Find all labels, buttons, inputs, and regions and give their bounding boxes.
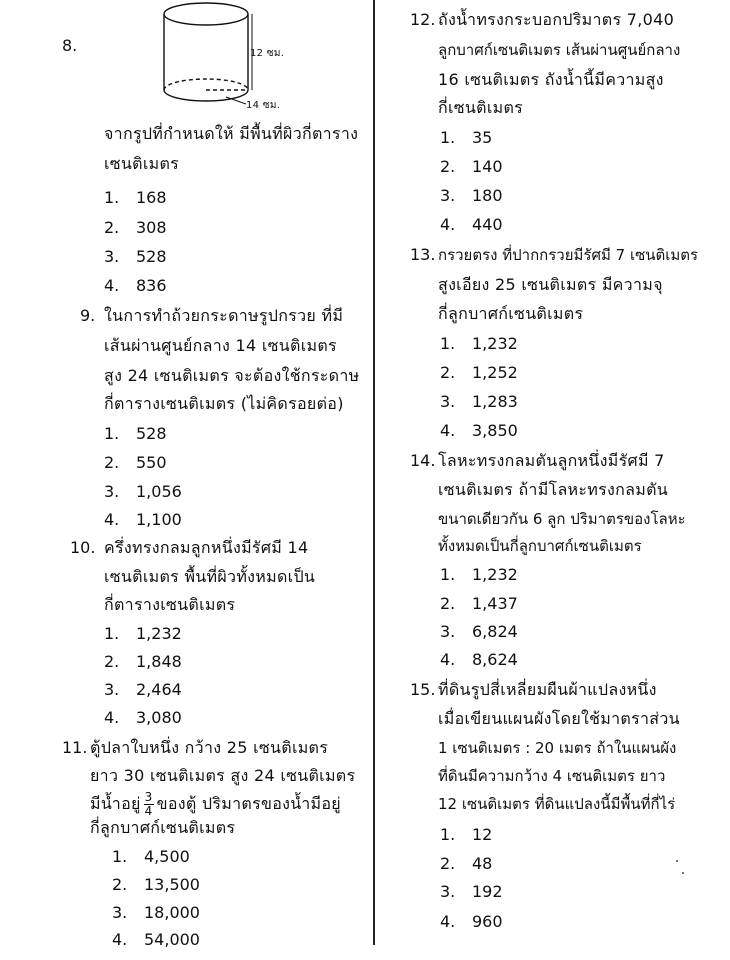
option-number: 2.	[440, 594, 456, 613]
question-text: ครึ่งทรงกลมลูกหนึ่งมีรัศมี 14	[104, 538, 309, 557]
question-text: 1 เซนติเมตร : 20 เมตร ถ้าในแผนผัง	[438, 739, 677, 757]
option-number: 3.	[112, 903, 128, 922]
option-number: 2.	[440, 363, 456, 382]
option-1	[440, 825, 492, 845]
question-text-with-fraction	[90, 790, 341, 818]
option-value: 3,850	[472, 421, 518, 440]
option-number: 1.	[440, 825, 456, 844]
question-text: กี่ลูกบาศก์เซนติเมตร	[438, 304, 584, 323]
question-number: 12.	[410, 10, 436, 29]
question-text: ที่ดินมีความกว้าง 4 เซนติเมตร ยาว	[438, 767, 666, 785]
option-number: 2.	[104, 218, 120, 237]
option-value: 960	[472, 912, 503, 931]
option-2	[440, 157, 503, 177]
option-number: 2.	[440, 157, 456, 176]
question-number: 11.	[62, 738, 88, 757]
option-2	[440, 854, 492, 874]
option-number: 4.	[440, 650, 456, 669]
question-text: ในการทำถ้วยกระดาษรูปกรวย ที่มี	[104, 306, 344, 325]
fraction-numerator: 3	[144, 790, 153, 804]
option-value: 54,000	[144, 930, 200, 949]
text-before-fraction: มีน้ำอยู่	[90, 794, 141, 813]
question-text: กรวยตรง ที่ปากกรวยมีรัศมี 7 เซนติเมตร	[438, 246, 699, 264]
option-number: 3.	[104, 680, 120, 699]
question-text: สูงเอียง 25 เซนติเมตร มีความจุ	[438, 275, 663, 294]
option-number: 2.	[104, 652, 120, 671]
option-4	[440, 650, 518, 670]
question-text: กี่ตารางเซนติเมตร	[104, 595, 236, 614]
cylinder-body	[164, 3, 252, 104]
fraction-three-quarters	[144, 791, 154, 818]
option-3	[440, 622, 518, 642]
option-value: 13,500	[144, 875, 200, 894]
option-value: 3,080	[136, 708, 182, 727]
option-number: 2.	[112, 875, 128, 894]
option-3	[104, 247, 167, 267]
option-number: 4.	[440, 421, 456, 440]
question-number: 9.	[80, 306, 96, 325]
question-text: กี่ตารางเซนติเมตร (ไม่คิดรอยต่อ)	[104, 394, 344, 413]
option-1	[440, 128, 492, 148]
option-value: 35	[472, 128, 493, 147]
option-value: 168	[136, 188, 167, 207]
option-2	[104, 652, 182, 672]
option-number: 4.	[440, 215, 456, 234]
question-text: จากรูปที่กำหนดให้ มีพื้นที่ผิวกี่ตาราง	[104, 124, 359, 143]
option-number: 1.	[440, 128, 456, 147]
option-number: 2.	[104, 453, 120, 472]
option-1	[104, 188, 167, 208]
option-number: 1.	[112, 847, 128, 866]
question-text: โลหะทรงกลมตันลูกหนึ่งมีรัศมี 7	[438, 451, 665, 470]
question-text: เซนติเมตร	[104, 154, 180, 173]
question-text: สูง 24 เซนติเมตร จะต้องใช้กระดาษ	[104, 366, 360, 385]
question-text: กี่ลูกบาศก์เซนติเมตร	[90, 818, 236, 837]
option-number: 3.	[440, 622, 456, 641]
option-number: 4.	[104, 708, 120, 727]
question-text: เส้นผ่านศูนย์กลาง 14 เซนติเมตร	[104, 336, 337, 355]
option-value: 1,056	[136, 482, 182, 501]
option-4	[440, 912, 503, 932]
option-3	[104, 680, 182, 700]
option-value: 1,283	[472, 392, 518, 411]
question-text: เซนติเมตร พื้นที่ผิวทั้งหมดเป็น	[104, 567, 316, 586]
option-value: 550	[136, 453, 167, 472]
option-2	[112, 875, 200, 895]
option-value: 836	[136, 276, 167, 295]
option-1	[104, 624, 182, 644]
option-value: 528	[136, 424, 167, 443]
option-value: 440	[472, 215, 503, 234]
option-number: 4.	[112, 930, 128, 949]
question-text: ขนาดเดียวกัน 6 ลูก ปริมาตรของโลหะ	[438, 510, 686, 528]
option-3	[112, 903, 200, 923]
option-value: 12	[472, 825, 493, 844]
option-2	[104, 453, 167, 473]
option-4	[112, 930, 200, 950]
question-number: 15.	[410, 680, 436, 699]
option-value: 1,252	[472, 363, 518, 382]
option-value: 308	[136, 218, 167, 237]
fraction-denominator: 4	[144, 804, 153, 818]
option-number: 3.	[440, 882, 456, 901]
scan-speck	[682, 872, 684, 874]
option-2	[440, 363, 518, 383]
option-number: 3.	[440, 392, 456, 411]
option-value: 1,848	[136, 652, 182, 671]
option-value: 528	[136, 247, 167, 266]
question-text: ลูกบาศก์เซนติเมตร เส้นผ่านศูนย์กลาง	[438, 41, 681, 59]
option-value: 4,500	[144, 847, 190, 866]
option-number: 4.	[104, 510, 120, 529]
option-3	[440, 392, 518, 412]
height-label: 12 ซม.	[250, 48, 285, 59]
question-number: 14.	[410, 451, 436, 470]
option-number: 2.	[440, 854, 456, 873]
scan-speck	[676, 860, 678, 862]
question-text: ทั้งหมดเป็นกี่ลูกบาศก์เซนติเมตร	[438, 537, 642, 555]
question-text: ยาว 30 เซนติเมตร สูง 24 เซนติเมตร	[90, 766, 356, 785]
option-value: 2,464	[136, 680, 182, 699]
option-number: 1.	[104, 624, 120, 643]
option-value: 48	[472, 854, 493, 873]
option-1	[440, 565, 518, 585]
option-number: 1.	[104, 188, 120, 207]
option-2	[104, 218, 167, 238]
question-text: เมื่อเขียนแผนผังโดยใช้มาตราส่วน	[438, 709, 680, 728]
question-number: 13.	[410, 245, 436, 264]
option-3	[440, 186, 503, 206]
option-number: 1.	[440, 565, 456, 584]
option-value: 1,232	[472, 334, 518, 353]
base-label: 14 ซม.	[246, 100, 281, 111]
option-1	[440, 334, 518, 354]
question-number: 8.	[62, 36, 78, 55]
option-number: 3.	[440, 186, 456, 205]
text-after-fraction: ของตู้ ปริมาตรของน้ำมีอยู่	[156, 794, 341, 813]
question-text: 12 เซนติเมตร ที่ดินแปลงนี้มีพื้นที่กี่ไร่	[438, 795, 676, 813]
option-1	[104, 424, 167, 444]
option-value: 192	[472, 882, 503, 901]
option-4	[104, 276, 167, 296]
question-text: ตู้ปลาใบหนึ่ง กว้าง 25 เซนติเมตร	[90, 738, 329, 757]
option-value: 8,624	[472, 650, 518, 669]
option-4	[440, 215, 503, 235]
question-text: เซนติเมตร ถ้ามีโลหะทรงกลมตัน	[438, 480, 669, 499]
question-text: 16 เซนติเมตร ถังน้ำนี้มีความสูง	[438, 70, 664, 89]
option-value: 140	[472, 157, 503, 176]
option-value: 18,000	[144, 903, 200, 922]
option-value: 1,232	[472, 565, 518, 584]
option-3	[440, 882, 503, 902]
option-value: 1,100	[136, 510, 182, 529]
option-number: 1.	[104, 424, 120, 443]
option-number: 4.	[440, 912, 456, 931]
option-4	[104, 510, 182, 530]
question-number: 10.	[70, 538, 96, 557]
question-text: กี่เซนติเมตร	[438, 98, 524, 117]
option-value: 1,437	[472, 594, 518, 613]
question-text: ถังน้ำทรงกระบอกปริมาตร 7,040	[438, 10, 675, 29]
option-number: 3.	[104, 482, 120, 501]
option-value: 6,824	[472, 622, 518, 641]
option-value: 180	[472, 186, 503, 205]
option-1	[112, 847, 190, 867]
option-4	[104, 708, 182, 728]
option-2	[440, 594, 518, 614]
option-4	[440, 421, 518, 441]
column-divider	[373, 0, 375, 945]
option-number: 3.	[104, 247, 120, 266]
option-value: 1,232	[136, 624, 182, 643]
option-number: 1.	[440, 334, 456, 353]
option-3	[104, 482, 182, 502]
question-text: ที่ดินรูปสี่เหลี่ยมผืนผ้าแปลงหนึ่ง	[438, 680, 657, 699]
option-number: 4.	[104, 276, 120, 295]
